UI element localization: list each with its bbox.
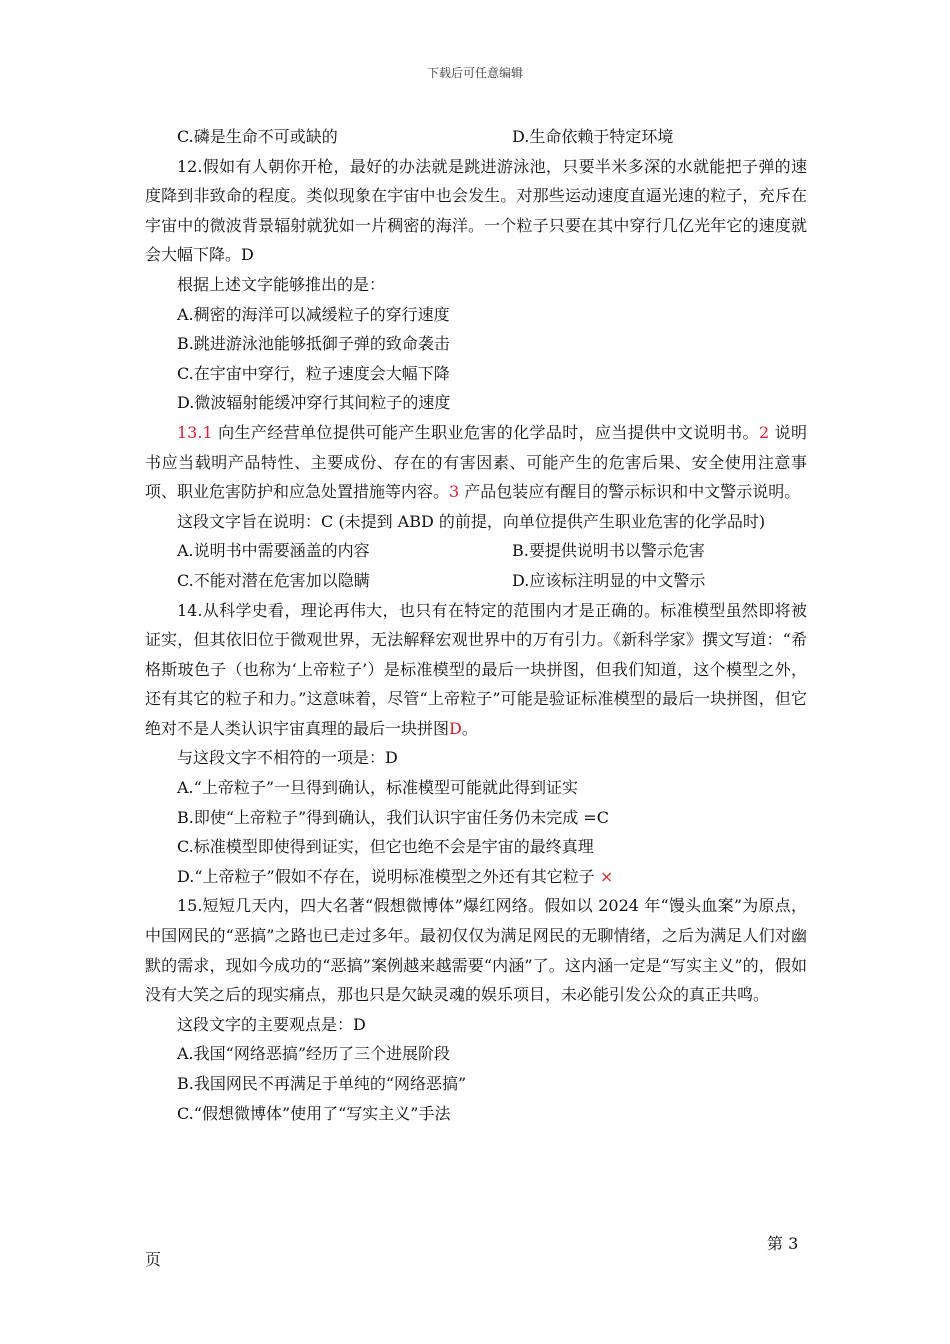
q14-mark: D: [449, 718, 462, 738]
q13-mark-2: 2: [758, 422, 770, 442]
option-c: C.磷是生命不可或缺的: [177, 127, 338, 146]
page-number: 第 3: [767, 1234, 799, 1253]
q14-question: 与这段文字不相符的一项是：D: [177, 748, 398, 768]
q14-option-a: A.“上帝粒子”一旦得到确认，标准模型可能就此得到证实: [177, 778, 579, 798]
q12-option-a: A.稠密的海洋可以减缓粒子的穿行速度: [177, 304, 450, 324]
q14-end: 。: [461, 718, 478, 738]
q13-text-3: 产品包装应有醒目的警示标识和中文警示说明。: [459, 482, 801, 502]
q13-text: [145, 418, 807, 507]
q12-option-b: B.跳进游泳池能够抵御子弹的致命袭击: [177, 334, 450, 354]
page-header: 下载后可任意编辑: [426, 66, 523, 80]
q14-option-d-text: D.“上帝粒子”假如不存在，说明标准模型之外还有其它粒子: [177, 866, 595, 886]
q15-text: 15.短短几天内，四大名著“假想微博体”爆红网络。假如以 2024 年“馒头血案”为原点，中国网民的“恶搞”之路也已走过多年。最初仅仅为满足网民的无聊情绪，之后为满足人们对幽默的需求，现如今成功的“恶搞”案例越来越需要“内涵”了。这内涵一定是“写实主义”的，假如没有大笑之后的现实痛点，那也只是欠缺灵魂的娱乐项目，未必能引发公众的真正共鸣。: [145, 896, 807, 1005]
q13-mark-3: 3: [449, 482, 460, 502]
q13-mark-1: 13.1: [177, 422, 213, 442]
q13-option-b: B.要提供说明书以警示危害: [512, 541, 705, 561]
q12-text: 12.假如有人朝你开枪，最好的办法就是跳进游泳池，只要半米多深的水就能把子弹的速度降到非致命的程度。类似现象在宇宙中也会发生。对那些运动速度直逼光速的粒子，充斥在宇宙中的微波背景辐射就犹如一片稠密的海洋。一个粒子只要在其中穿行几亿光年它的速度就会大幅下降。D: [145, 156, 807, 265]
q14-text: [145, 596, 807, 744]
q12-question: 根据上述文字能够推出的是：: [177, 274, 386, 294]
q12-option-c: C.在宇宙中穿行，粒子速度会大幅下降: [177, 363, 450, 383]
q12-option-d: D.微波辐射能缓冲穿行其间粒子的速度: [177, 393, 451, 413]
option-d: D.生命依赖于特定环境: [512, 127, 674, 146]
q13-option-c: C.不能对潜在危害加以隐瞒: [177, 570, 370, 590]
page-number-suffix: 页: [145, 1250, 162, 1269]
q14-body: 14.从科学史看，理论再伟大，也只有在特定的范围内才是正确的。标准模型虽然即将被证实，但其依旧位于微观世界，无法解释宏观世界中的万有引力。《新科学家》撰文写道：“希格斯玻色子（也称为‘上帝粒子’）是标准模型的最后一块拼图，但我们知道，这个模型之外，还有其它的粒子和力。”这意味着，尽管“上帝粒子”可能是验证标准模型的最后一块拼图，但它绝对不是人类认识宇宙真理的最后一块拼图: [145, 600, 807, 738]
q15-option-c: C.“假想微博体”使用了“写实主义”手法: [177, 1103, 451, 1123]
q13-option-d: D.应该标注明显的中文警示: [512, 570, 706, 590]
q11-options: [145, 122, 807, 152]
wrong-mark-icon: ×: [599, 866, 614, 886]
q15-option-b: B.我国网民不再满足于单纯的“网络恶搞”: [177, 1074, 467, 1093]
q14-option-c: C.标准模型即使得到证实，但它也绝不会是宇宙的最终真理: [177, 837, 594, 857]
q13-question: 这段文字旨在说明：C (未提到 ABD 的前提，向单位提供产生职业危害的化学品时): [177, 511, 766, 531]
q13-options-ab: [145, 536, 807, 566]
document-body: [145, 122, 807, 1128]
q13-options-cd: [145, 566, 807, 596]
q14-option-b: B.即使“上帝粒子”得到确认，我们认识宇宙任务仍未完成 =C: [177, 807, 609, 827]
q15-question: 这段文字的主要观点是：D: [177, 1014, 366, 1034]
q14-option-d: [145, 862, 807, 892]
q13-text-1: 向生产经营单位提供可能产生职业危害的化学品时，应当提供中文说明书。: [212, 422, 759, 442]
q15-option-a: A.我国“网络恶搞”经历了三个进展阶段: [177, 1044, 451, 1064]
q13-text-2: 说明书应当载明产品特性、主要成份、存在的有害因素、可能产生的危害后果、安全使用注意事项、职业危害防护和应急处置措施等内容。: [145, 422, 807, 502]
q13-option-a: A.说明书中需要涵盖的内容: [177, 541, 370, 561]
